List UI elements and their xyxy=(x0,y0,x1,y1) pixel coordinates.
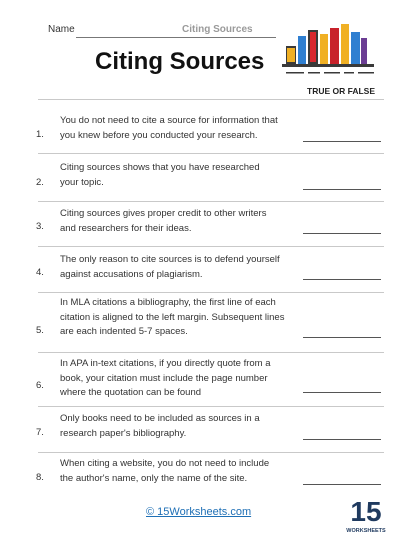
question-line: and researchers for their ideas. xyxy=(60,222,192,234)
question-line: are each indented 5-7 spaces. xyxy=(60,326,188,337)
question-line: When citing a website, you do not need to include xyxy=(60,458,270,469)
question-text xyxy=(60,161,294,190)
question-number: 6. xyxy=(36,380,44,391)
question-line: Citing sources gives proper credit to other writers xyxy=(60,208,267,219)
worksheets-logo xyxy=(346,494,386,536)
answer-field[interactable] xyxy=(303,392,381,393)
question-line: citation is aligned to the left margin. Subsequent lines xyxy=(60,311,285,323)
question-number: 8. xyxy=(36,472,44,483)
question-number: 5. xyxy=(36,325,44,336)
divider xyxy=(38,246,384,247)
subject-label: Citing Sources xyxy=(182,24,253,35)
question-number: 1. xyxy=(36,129,44,140)
logo-text: WORKSHEETS xyxy=(346,528,386,534)
name-field[interactable] xyxy=(76,37,276,38)
question-line: In MLA citations a bibliography, the first line of each xyxy=(60,297,276,308)
name-label: Name xyxy=(48,24,75,35)
answer-field[interactable] xyxy=(303,141,381,142)
answer-field[interactable] xyxy=(303,484,381,485)
page-title: Citing Sources xyxy=(95,48,265,75)
footer xyxy=(146,506,251,518)
question-line: The only reason to cite sources is to defend yourself xyxy=(60,254,280,265)
question-text xyxy=(60,412,294,441)
question-line: research paper's bibliography. xyxy=(60,427,187,439)
logo-number: 15 xyxy=(350,496,382,527)
divider xyxy=(38,292,384,293)
question-text xyxy=(60,296,294,340)
footer-link[interactable]: © 15Worksheets.com xyxy=(146,506,252,518)
answer-field[interactable] xyxy=(303,337,381,338)
question-line: book, your citation must include the page number xyxy=(60,372,268,384)
question-text xyxy=(60,457,294,486)
divider xyxy=(38,452,384,453)
bookshelf-icon xyxy=(282,14,378,78)
question-line: You do not need to cite a source for information that xyxy=(60,115,278,126)
answer-column-header: TRUE OR FALSE xyxy=(307,86,376,96)
question-line: you knew before you conducted your research. xyxy=(60,129,258,141)
question-line: Citing sources shows that you have researched xyxy=(60,162,260,173)
question-number: 2. xyxy=(36,177,44,188)
question-line: against accusations of plagiarism. xyxy=(60,268,203,280)
question-number: 4. xyxy=(36,267,44,278)
divider xyxy=(38,201,384,202)
answer-field[interactable] xyxy=(303,279,381,280)
question-text xyxy=(60,114,294,143)
question-text xyxy=(60,253,294,282)
question-line: In APA in-text citations, if you directly quote from a xyxy=(60,358,271,369)
question-line: where the quotation can be found xyxy=(60,387,202,398)
question-text xyxy=(60,207,294,236)
answer-field[interactable] xyxy=(303,189,381,190)
question-line: your topic. xyxy=(60,176,104,188)
question-text xyxy=(60,357,294,401)
answer-field[interactable] xyxy=(303,439,381,440)
question-line: the author's name, only the name of the site. xyxy=(60,472,248,484)
answer-field[interactable] xyxy=(303,233,381,234)
question-line: Only books need to be included as sources in a xyxy=(60,413,260,424)
name-row xyxy=(38,24,273,40)
question-number: 3. xyxy=(36,221,44,232)
divider xyxy=(38,153,384,154)
divider xyxy=(38,99,384,100)
question-number: 7. xyxy=(36,427,44,438)
divider xyxy=(38,406,384,407)
divider xyxy=(38,352,384,353)
